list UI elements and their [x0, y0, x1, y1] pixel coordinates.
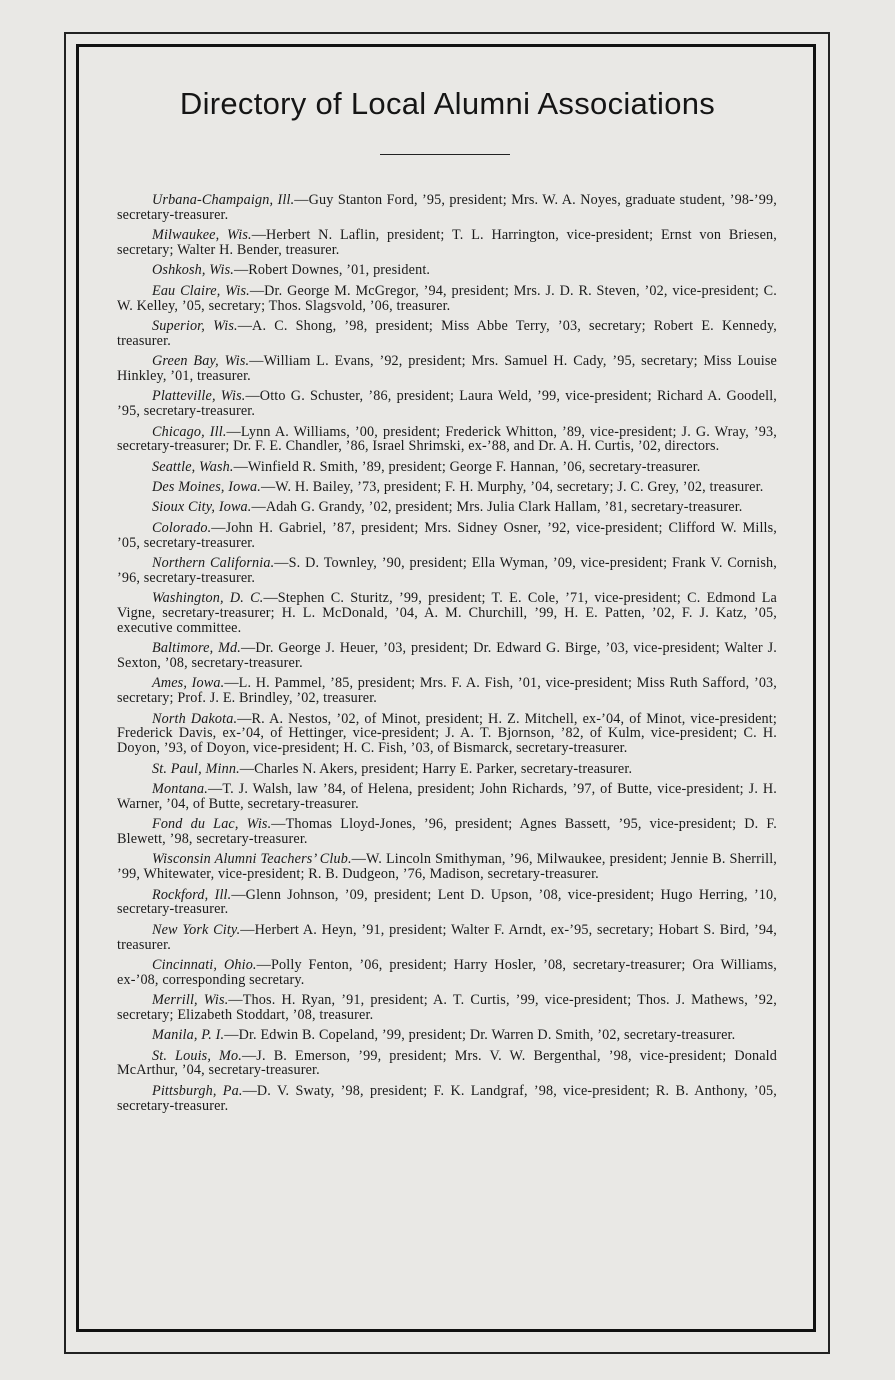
title-divider: [380, 154, 510, 155]
association-officers: —L. H. Pammel, ’85, president; Mrs. F. A. Fish, ’01, vice-president; Miss Ruth Safford, ’03, secretary; Prof. J. E. Brindley, ’02, treasurer.: [117, 675, 777, 707]
association-entry: [117, 263, 777, 278]
association-location: Oshkosh, Wis.: [152, 262, 234, 279]
association-officers: —R. A. Nestos, ’02, of Minot, president; H. Z. Mitchell, ex-’04, of Minot, vice-president; Frederick Davis, ex-’04, of Hettinger, vice-president; J. A. T. Bjornson, ’82, of Kulm, vice-president; C. H. Doyon, ’93, of Doyon, vice-president; H. C. Fish, ’03, of Bismarck, secretary-treasurer.: [117, 710, 777, 757]
association-officers: —Adah G. Grandy, ’02, president; Mrs. Julia Clark Hallam, ’81, secretary-treasurer.: [251, 499, 743, 516]
association-officers: —Dr. George J. Heuer, ’03, president; Dr. Edward G. Birge, ’03, vice-president; Walter J. Sexton, ’08, secretary-treasurer.: [117, 640, 777, 672]
association-entry: [117, 193, 777, 223]
association-officers: —Herbert A. Heyn, ’91, president; Walter F. Arndt, ex-’95, secretary; Hobart S. Bird, ’94, treasurer.: [117, 921, 778, 953]
association-officers: —Lynn A. Williams, ’00, president; Frederick Whitton, ’89, vice-president; J. G. Wray, ’93, secretary-treasurer; Dr. F. E. Chandler, ’86, Israel Shrimski, ex-’88, and Dr. A. H. Curtis, ’02, directors.: [117, 423, 777, 455]
association-location: Chicago, Ill.: [152, 423, 227, 440]
association-location: Manila, P. I.: [152, 1027, 225, 1044]
association-officers: —Thos. H. Ryan, ’91, president; A. T. Curtis, ’99, vice-president; Thos. J. Mathews, ’92, secretary; Elizabeth Stoddart, ’08, treasurer.: [117, 992, 777, 1023]
association-location: North Dakota.: [152, 710, 238, 727]
association-entry: [117, 923, 777, 953]
association-location: New York City.: [152, 921, 241, 938]
association-location: St. Paul, Minn.: [152, 760, 240, 777]
association-officers: —Robert Downes, ’01, president.: [233, 262, 431, 279]
association-officers: —Polly Fenton, ’06, president; Harry Hosler, ’08, secretary-treasurer; Ora Williams, ex-’08, corresponding secretary.: [117, 956, 777, 988]
association-location: Baltimore, Md.: [152, 640, 241, 657]
association-officers: —Thomas Lloyd-Jones, ’96, president; Agnes Bassett, ’95, vice-president; D. F. Blewett, ’98, secretary-treasurer.: [117, 816, 777, 847]
association-officers: —William L. Evans, ’92, president; Mrs. Samuel H. Cady, ’95, secretary; Miss Louise Hinkley, ’01, treasurer.: [117, 353, 777, 384]
association-entry: [117, 676, 777, 706]
association-location: Sioux City, Iowa.: [152, 499, 252, 516]
association-location: Washington, D. C.: [152, 590, 264, 607]
association-entry: [117, 782, 777, 812]
association-location: Des Moines, Iowa.: [152, 479, 261, 496]
association-location: Montana.: [152, 780, 208, 797]
association-officers: —Charles N. Akers, president; Harry E. Parker, secretary-treasurer.: [239, 760, 633, 777]
association-entry: [117, 852, 777, 882]
association-entry: [117, 591, 777, 635]
association-location: Cincinnati, Ohio.: [152, 956, 257, 973]
association-location: Eau Claire, Wis.: [152, 282, 250, 299]
association-officers: —A. C. Shong, ’98, president; Miss Abbe Terry, ’03, secretary; Robert E. Kennedy, treasurer.: [117, 317, 777, 349]
association-entry: [117, 817, 777, 847]
association-location: Merrill, Wis.: [152, 992, 229, 1009]
association-entry: [117, 888, 777, 918]
association-location: Northern California.: [152, 555, 275, 572]
association-entry: [117, 425, 777, 455]
association-entry: [117, 712, 777, 756]
association-location: Rockford, Ill.: [152, 886, 232, 903]
association-location: Colorado.: [152, 519, 212, 536]
association-officers: —D. V. Swaty, ’98, president; F. K. Landgraf, ’98, vice-president; R. B. Anthony, ’05, secretary-treasurer.: [117, 1082, 777, 1114]
association-location: Ames, Iowa.: [152, 675, 225, 692]
association-officers: —J. B. Emerson, ’99, president; Mrs. V. W. Bergenthal, ’98, vice-president; Donald McArthur, ’04, secretary-treasurer.: [117, 1047, 778, 1079]
association-entry: [117, 1084, 777, 1114]
association-officers: —S. D. Townley, ’90, president; Ella Wyman, ’09, vice-president; Frank V. Cornish, ’96, secretary-treasurer.: [117, 555, 777, 586]
association-location: Platteville, Wis.: [152, 388, 246, 405]
page-title: Directory of Local Alumni Associations: [179, 86, 716, 121]
association-officers: —Dr. Edwin B. Copeland, ’99, president; Dr. Warren D. Smith, ’02, secretary-treasurer.: [224, 1027, 736, 1044]
association-entry: [117, 354, 777, 384]
association-officers: —Glenn Johnson, ’09, president; Lent D. Upson, ’08, vice-president; Hugo Herring, ’10, secretary-treasurer.: [117, 886, 777, 918]
association-entry: [117, 284, 777, 314]
association-entry: [117, 1049, 777, 1079]
association-officers: —W. Lincoln Smithyman, ’96, Milwaukee, president; Jennie B. Sherrill, ’99, Whitewater, vice-president; R. B. Dudgeon, ’76, Madison, secretary-treasurer.: [117, 851, 777, 883]
association-entry: [117, 228, 777, 258]
association-entry: [117, 762, 777, 777]
association-entry: [117, 460, 777, 475]
association-entry: [117, 500, 777, 515]
association-location: Wisconsin Alumni Teachers’ Club.: [152, 851, 352, 868]
association-location: Seattle, Wash.: [152, 458, 234, 475]
association-officers: —Dr. George M. McGregor, ’94, president; Mrs. J. D. R. Steven, ’02, vice-president; C. W. Kelley, ’05, secretary; Thos. Slagsvold, ’06, treasurer.: [117, 282, 777, 314]
association-location: Urbana-Champaign, Ill.: [152, 192, 295, 208]
association-location: Milwaukee, Wis.: [152, 227, 252, 244]
association-officers: —John H. Gabriel, ’87, president; Mrs. Sidney Osner, ’92, vice-president; Clifford W. Mills, ’05, secretary-treasurer.: [117, 519, 777, 551]
association-entry: [117, 389, 777, 419]
association-entry: [117, 641, 777, 671]
association-location: Green Bay, Wis.: [152, 353, 250, 370]
association-entry: [117, 521, 777, 551]
association-location: Fond du Lac, Wis.: [152, 816, 272, 833]
association-officers: —Herbert N. Laflin, president; T. L. Harrington, vice-president; Ernst von Briesen, secretary; Walter H. Bender, treasurer.: [117, 227, 777, 258]
association-entry: [117, 958, 777, 988]
association-officers: —Otto G. Schuster, ’86, president; Laura Weld, ’99, vice-president; Richard A. Goodell, ’95, secretary-treasurer.: [117, 388, 777, 420]
association-entry: [117, 1028, 777, 1043]
association-location: Superior, Wis.: [152, 317, 238, 334]
association-list: [117, 193, 777, 1119]
association-location: Pittsburgh, Pa.: [152, 1082, 243, 1099]
association-entry: [117, 319, 777, 349]
association-officers: —Stephen C. Sturitz, ’99, president; T. E. Cole, ’71, vice-president; C. Edmond La Vigne, secretary-treasurer; H. L. McDonald, ’04, A. M. Churchill, ’99, H. E. Patten, ’02, F. J. Katz, ’05, executive committee.: [117, 590, 777, 636]
association-officers: —Winfield R. Smith, ’89, president; George F. Hannan, ’06, secretary-treasurer.: [233, 458, 701, 475]
association-location: St. Louis, Mo.: [152, 1047, 242, 1064]
association-entry: [117, 480, 777, 495]
association-entry: [117, 556, 777, 586]
association-officers: —T. J. Walsh, law ’84, of Helena, president; John Richards, ’97, of Butte, vice-president; J. H. Warner, ’04, of Butte, secretary-treasurer.: [117, 780, 777, 812]
association-officers: —Guy Stanton Ford, ’95, president; Mrs. W. A. Noyes, graduate student, ’98-’99, secretary-treasurer.: [117, 192, 777, 223]
association-officers: —W. H. Bailey, ’73, president; F. H. Murphy, ’04, secretary; J. C. Grey, ’02, treasurer.: [260, 479, 764, 496]
association-entry: [117, 993, 777, 1023]
